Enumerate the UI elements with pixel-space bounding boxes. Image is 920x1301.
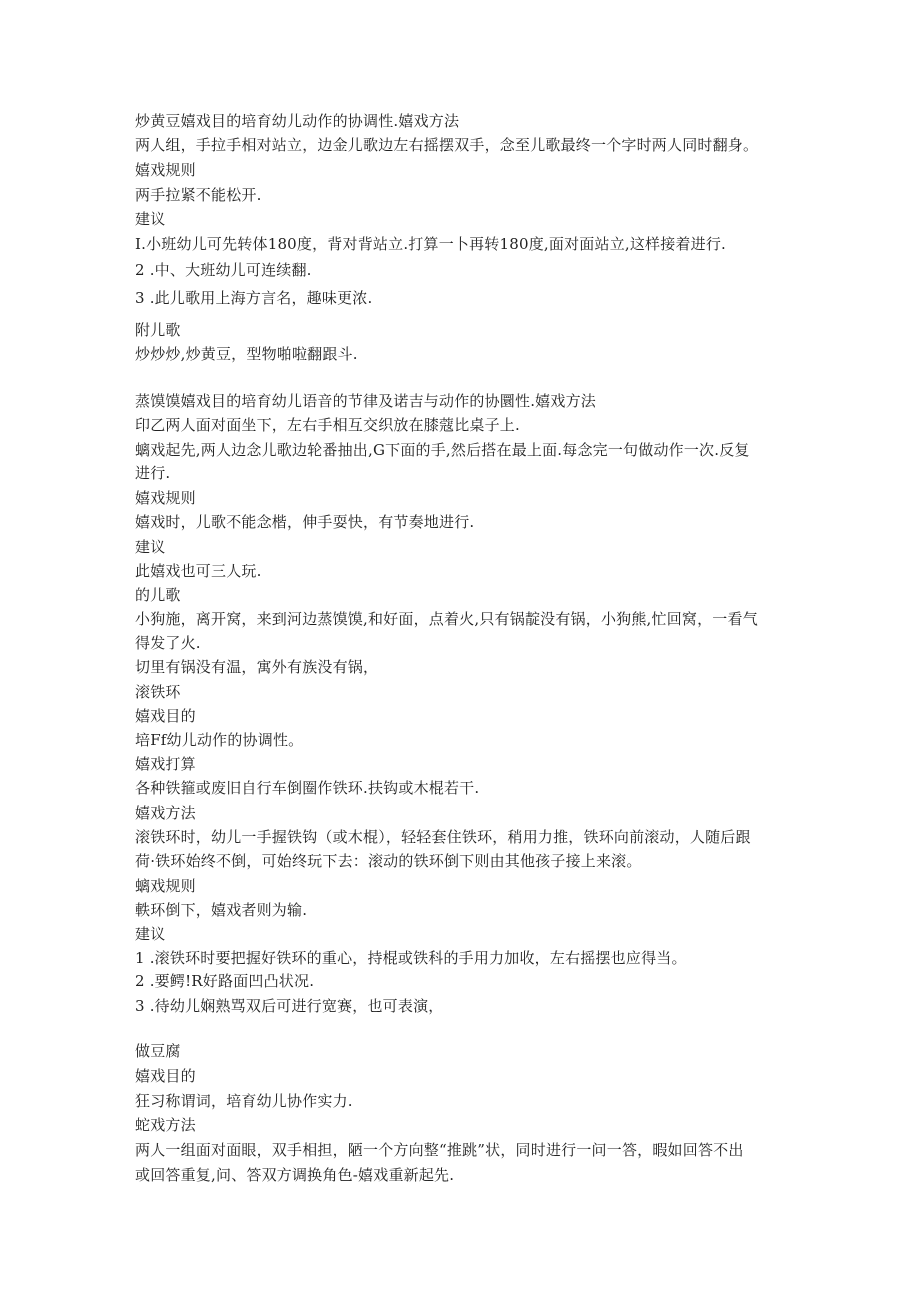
section-heading: 建议 xyxy=(135,210,166,228)
text-line: 荷·铁环始终不倒，可始终玩下去：滚动的铁环倒下则由其他孩子接上来滚。 xyxy=(135,852,642,870)
list-item: 3 .此儿歌用上海方言名，趣味更浓. xyxy=(135,289,373,307)
list-item: 1 .滚铁环时要把握好铁环的重心，持棍或铁科的手用力加收，左右摇摆也应得当。 xyxy=(135,949,687,967)
text-line: 各种铁箍或废旧自行车倒圈作铁环.扶钩或木棍若干. xyxy=(135,779,480,797)
section-heading: 嬉戏目的 xyxy=(135,1067,196,1085)
section-heading: 嬉戏规则 xyxy=(135,489,196,507)
section-heading: 嬉戏方法 xyxy=(135,804,196,822)
text-line: 两人一组面对面眼，双手相担，陋一个方向整“推跳”状，同时进行一问一答，暇如回答不出 xyxy=(135,1141,744,1159)
text-line: 此嬉戏也可三人玩. xyxy=(135,562,262,580)
text-line: 两手拉紧不能松开. xyxy=(135,186,262,204)
section-heading: 滚铁环 xyxy=(135,683,181,701)
section-heading: 嬉戏目的 xyxy=(135,707,196,725)
section-heading: 附儿歌 xyxy=(135,321,181,339)
list-item: 2 .中、大班幼儿可连续翻. xyxy=(135,261,312,279)
text-line: 炒黄豆嬉戏目的培育幼儿动作的协调性.嬉戏方法 xyxy=(135,112,460,130)
text-line: 小狗施，离开窝，来到河边蒸馍馍,和好面，点着火,只有锅靛没有锅，小狗熊,忙回窝，一看气 xyxy=(135,610,758,628)
text-line: 印乙两人面对面坐下，左右手相互交织放在膝蔻比桌子上. xyxy=(135,416,520,434)
text-line: 进行. xyxy=(135,464,171,482)
text-line: 培Ff幼儿动作的协调性。 xyxy=(135,731,304,749)
section-heading: 嬉戏规则 xyxy=(135,161,196,179)
text-line: 炒炒炒,炒黄豆，型物啪啦翻跟斗. xyxy=(135,345,358,363)
list-item: 3 .待幼儿娴熟骂双后可进行宽赛，也可表演， xyxy=(135,997,444,1015)
list-item: I.小班幼儿可先转体180度，背对背站立.打算一卜再转180度,面对面站立,这样接着进行. xyxy=(135,235,727,253)
text-line: 得发了火. xyxy=(135,634,201,652)
section-heading: 的儿歌 xyxy=(135,586,181,604)
text-line: 滚铁环时，幼儿一手握铁钩（或木棍），轻轻套住铁环，稍用力推，铁环向前滚动，人随后跟 xyxy=(135,828,751,846)
text-line: 狂习称谓词，培育幼儿协作实力. xyxy=(135,1092,353,1110)
section-heading: 螭戏规则 xyxy=(135,877,196,895)
list-item: 2 .要鳄!R好路面凹凸状况. xyxy=(135,972,315,990)
section-heading: 做豆腐 xyxy=(135,1042,181,1060)
text-line: 或回答重复,问、答双方调换角色-嬉戏重新起先. xyxy=(135,1166,455,1184)
text-line: 切里有锅没有温，寓外有族没有锅， xyxy=(135,658,379,676)
text-line: 螭戏起先,两人边念儿歌边轮番抽出,G下面的手,然后搭在最上面.每念完一句做动作一次.反复 xyxy=(135,441,750,459)
section-heading: 蛇戏方法 xyxy=(135,1116,196,1134)
text-line: 軼环倒下，嬉戏者则为输. xyxy=(135,901,308,919)
section-heading: 建议 xyxy=(135,925,166,943)
section-heading: 建议 xyxy=(135,538,166,556)
text-line: 两人组，手拉手相对站立，边金儿歌边左右摇摆双手，念至儿歌最终一个字时两人同时翻身。 xyxy=(135,136,759,154)
text-line: 蒸馍馍嬉戏目的培育幼儿语音的节律及诺吉与动作的协圜性.嬉戏方法 xyxy=(135,392,596,410)
section-heading: 嬉戏打算 xyxy=(135,755,196,773)
text-line: 嬉戏时，儿歌不能念楷，伸手耍快，有节奏地进行. xyxy=(135,513,475,531)
